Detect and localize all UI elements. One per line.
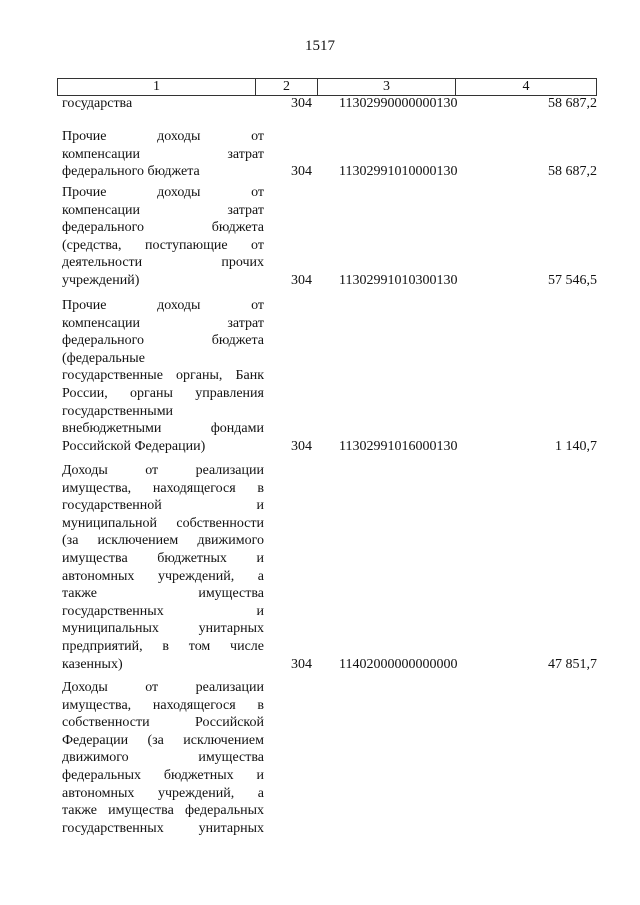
budget-classification-code: 11302991010000130 (339, 164, 458, 180)
description-line: движимого имущества (62, 750, 264, 766)
row-description (62, 95, 264, 113)
description-line: автономных учреждений, а (62, 568, 264, 584)
admin-code: 304 (291, 438, 312, 454)
row-description (62, 297, 264, 455)
row-description (62, 128, 264, 181)
description-line: государства (62, 96, 133, 111)
budget-classification-code: 11302991016000130 (339, 438, 458, 454)
description-line: автономных учреждений, а (62, 785, 264, 801)
amount: 1 140,7 (555, 438, 597, 454)
description-line: федерального бюджета (62, 333, 264, 349)
row-description (62, 184, 264, 290)
description-line: государственными (62, 403, 174, 419)
description-line: государственные органы, Банк (62, 368, 264, 384)
table-header-row (57, 78, 597, 96)
description-line: компенсации затрат (62, 315, 264, 331)
description-line: Доходы от реализации (62, 463, 264, 478)
header-col-3: 3 (318, 79, 456, 95)
budget-classification-code: 11302991010300130 (339, 273, 458, 288)
description-line: компенсации затрат (62, 146, 264, 162)
description-line: России, органы управления (62, 385, 264, 401)
admin-code: 304 (291, 656, 312, 672)
description-line: учреждений) (62, 272, 140, 288)
description-line: (федеральные (62, 350, 145, 366)
header-col-4: 4 (522, 79, 530, 94)
amount: 57 546,5 (548, 273, 597, 288)
description-line: также имущества (62, 586, 264, 602)
page-number: 1517 (305, 38, 335, 54)
description-line: имущества, находящегося в (62, 480, 264, 496)
description-line: государственных и (62, 603, 264, 619)
description-line: Доходы от реализации (62, 680, 264, 695)
description-line: государственной и (62, 498, 264, 514)
budget-classification-code: 11402000000000000 (339, 656, 458, 672)
amount: 58 687,2 (548, 96, 597, 111)
admin-code: 304 (291, 273, 312, 288)
description-line: казенных) (62, 656, 123, 672)
header-col-2: 2 (256, 79, 318, 95)
description-line: внебюджетными фондами (62, 421, 264, 437)
header-col-1: 1 (58, 79, 256, 95)
description-line: имущества бюджетных и (62, 550, 264, 566)
row-description (62, 462, 264, 673)
description-line: Прочие доходы от (62, 129, 264, 144)
description-line: муниципальной собственности (62, 515, 264, 531)
description-line: (за исключением движимого (62, 533, 264, 549)
budget-classification-code: 11302990000000130 (339, 96, 458, 111)
description-line: также имущества федеральных (62, 803, 264, 819)
description-line: имущества, находящегося в (62, 697, 264, 713)
description-line: Российской Федерации) (62, 438, 206, 454)
description-line: федерального бюджета (62, 220, 264, 236)
description-line: государственных унитарных (62, 820, 264, 836)
admin-code: 304 (291, 96, 312, 111)
amount: 58 687,2 (548, 164, 597, 180)
description-line: компенсации затрат (62, 202, 264, 218)
amount: 47 851,7 (548, 656, 597, 672)
description-line: Федерации (за исключением (62, 732, 264, 748)
description-line: федеральных бюджетных и (62, 767, 264, 783)
description-line: Прочие доходы от (62, 185, 264, 200)
row-description (62, 679, 264, 837)
description-line: федерального бюджета (62, 164, 200, 180)
description-line: (средства, поступающие от (62, 237, 264, 253)
description-line: Прочие доходы от (62, 298, 264, 313)
description-line: муниципальных унитарных (62, 621, 264, 637)
description-line: собственности Российской (62, 715, 264, 731)
description-line: деятельности прочих (62, 255, 264, 271)
description-line: предприятий, в том числе (62, 638, 264, 654)
admin-code: 304 (291, 164, 312, 180)
